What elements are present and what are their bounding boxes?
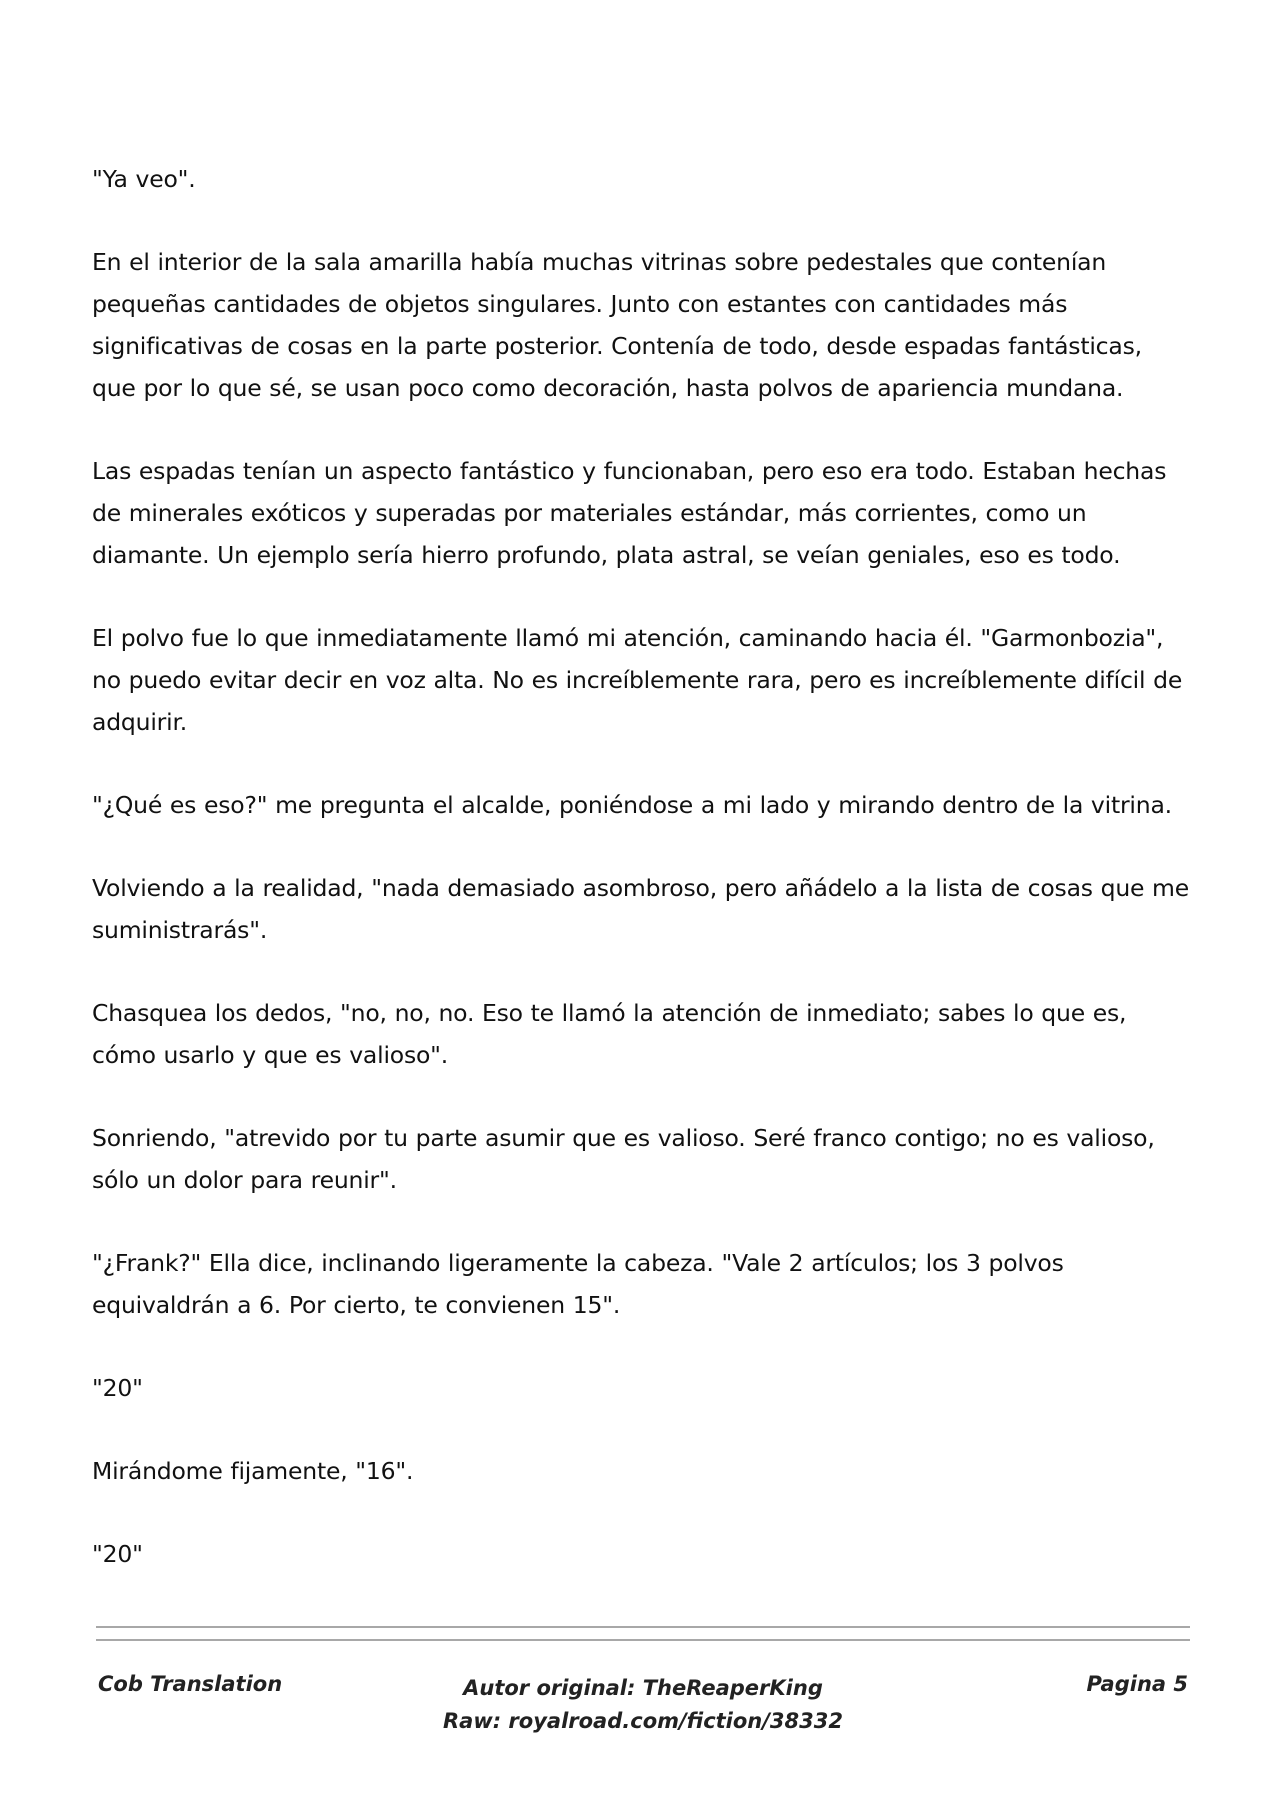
footer-author: Autor original: TheReaperKing (463, 1676, 823, 1700)
paragraph: En el interior de la sala amarilla había muchas vitrinas sobre pedestales que contenían pequeñas cantidades de objetos singulares. Junto con estantes con cantidades más significativas de cosas en la parte posterior. Contenía de todo, desde espadas fantásticas, que por lo que sé, se usan poco como decoración, hasta polvos de apariencia mundana. (92, 248, 1142, 402)
paragraph: El polvo fue lo que inmediatamente llamó mi atención, caminando hacia él. "Garmonbozia", no puedo evitar decir en voz alta. No es increíblemente rara, pero es increíblemente difícil de adquirir. (92, 624, 1183, 736)
paragraph: "20" (92, 1374, 143, 1402)
footer-rule-top (96, 1626, 1190, 1628)
page-number: Pagina 5 (1086, 1672, 1188, 1696)
paragraph: "¿Frank?" Ella dice, inclinando ligeramente la cabeza. "Vale 2 artículos; los 3 polvos equivaldrán a 6. Por cierto, te convienen 15". (92, 1249, 1064, 1319)
footer-raw-source: Raw: royalroad.com/fiction/38332 (442, 1709, 843, 1733)
paragraph: Las espadas tenían un aspecto fantástico y funcionaban, pero eso era todo. Estaban hechas de minerales exóticos y superadas por materiales estándar, más corrientes, como un diamante. Un ejemplo sería hierro profundo, plata astral, se veían geniales, eso es todo. (92, 457, 1167, 569)
footer-rule-bottom (96, 1639, 1190, 1641)
paragraph: "¿Qué es eso?" me pregunta el alcalde, poniéndose a mi lado y mirando dentro de la vitrina. (92, 791, 1172, 819)
page-footer (96, 1672, 1190, 1752)
footer-translator: Cob Translation (98, 1672, 283, 1696)
paragraph: Volviendo a la realidad, "nada demasiado asombroso, pero añádelo a la lista de cosas que me suministrarás". (92, 874, 1189, 944)
paragraph: "Ya veo". (92, 165, 196, 193)
footer-credits (96, 1672, 1190, 1738)
paragraph: Sonriendo, "atrevido por tu parte asumir que es valioso. Seré franco contigo; no es valioso, sólo un dolor para reunir". (92, 1124, 1155, 1194)
footer-divider (96, 1626, 1190, 1641)
paragraph: "20" (92, 1540, 143, 1568)
body-text (92, 158, 1192, 1616)
paragraph: Chasquea los dedos, "no, no, no. Eso te llamó la atención de inmediato; sabes lo que es, cómo usarlo y que es valioso". (92, 999, 1127, 1069)
paragraph: Mirándome fijamente, "16". (92, 1457, 414, 1485)
